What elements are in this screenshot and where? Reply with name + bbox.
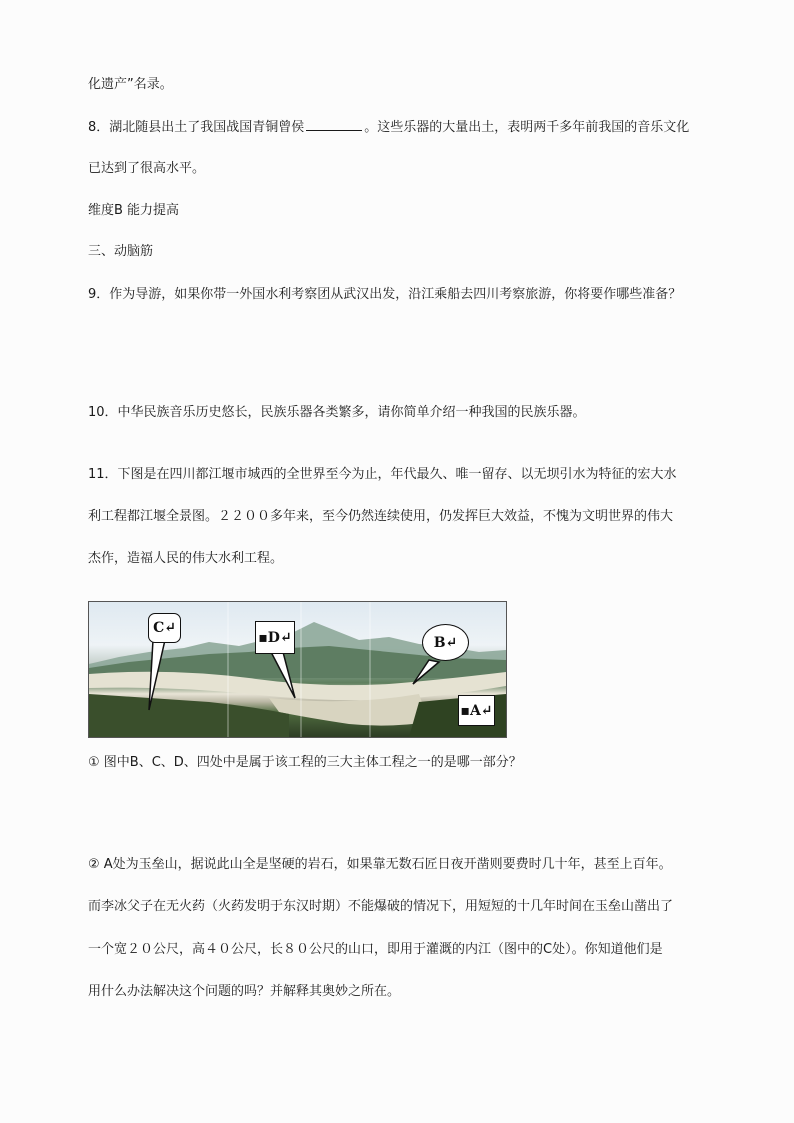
sub-question-2-line-2: 而李冰父子在无火药（火药发明于东汉时期）不能爆破的情况下，用短短的十几年时间在玉垒山凿出了 — [88, 899, 674, 914]
section-heading-3: 三、动脑筋 — [88, 244, 154, 259]
question-11-line-2: 利工程都江堰全景图。２２００多年来，至今仍然连续使用，仍发挥巨大效益，不愧为文明世界的伟大 — [88, 509, 674, 524]
text-line-1: 化遗产”名录。 — [88, 77, 173, 92]
label-d-callout: ▪D↵ — [255, 621, 295, 654]
answer-blank[interactable] — [306, 116, 362, 131]
question-8-text-b: 。这些乐器的大量出土，表明两千多年前我国的音乐文化 — [364, 120, 690, 135]
label-c-callout: C↵ — [148, 613, 181, 643]
question-8-text-a: 8．湖北随县出土了我国战国青铜曾侯 — [88, 120, 305, 135]
question-11-line-3: 杰作，造福人民的伟大水利工程。 — [88, 551, 284, 566]
sub-question-2-line-4: 用什么办法解决这个问题的吗？并解释其奥妙之所在。 — [88, 984, 401, 999]
question-9: 9．作为导游，如果你带一外国水利考察团从武汉出发，沿江乘船去四川考察旅游，你将要作哪些准备？ — [88, 287, 682, 302]
label-b-callout: B↵ — [422, 624, 469, 661]
sub-question-2-line-1: ② A处为玉垒山，据说此山全是坚硬的岩石，如果靠无数石匠日夜开凿则要费时几十年，甚至上百年。 — [88, 857, 672, 872]
dujiangyan-panorama-image — [88, 601, 507, 738]
question-8 — [88, 116, 689, 138]
sub-question-1: ① 图中B、C、D、四处中是属于该工程的三大主体工程之一的是哪一部分？ — [88, 755, 522, 770]
label-a-callout: ▪A↵ — [458, 695, 495, 726]
question-11-line-1: 11．下图是在四川都江堰市城西的全世界至今为止，年代最久、唯一留存、以无坝引水为特征的宏大水 — [88, 467, 677, 482]
section-heading-b: 维度B 能力提高 — [88, 203, 180, 218]
question-10: 10．中华民族音乐历史悠长，民族乐器各类繁多，请你简单介绍一种我国的民族乐器。 — [88, 405, 586, 420]
text-line-3: 已达到了很高水平。 — [88, 161, 206, 176]
sub-question-2-line-3: 一个宽２０公尺，高４０公尺，长８０公尺的山口，即用于灌溉的内江（图中的C处）。你知道他们是 — [88, 942, 663, 957]
